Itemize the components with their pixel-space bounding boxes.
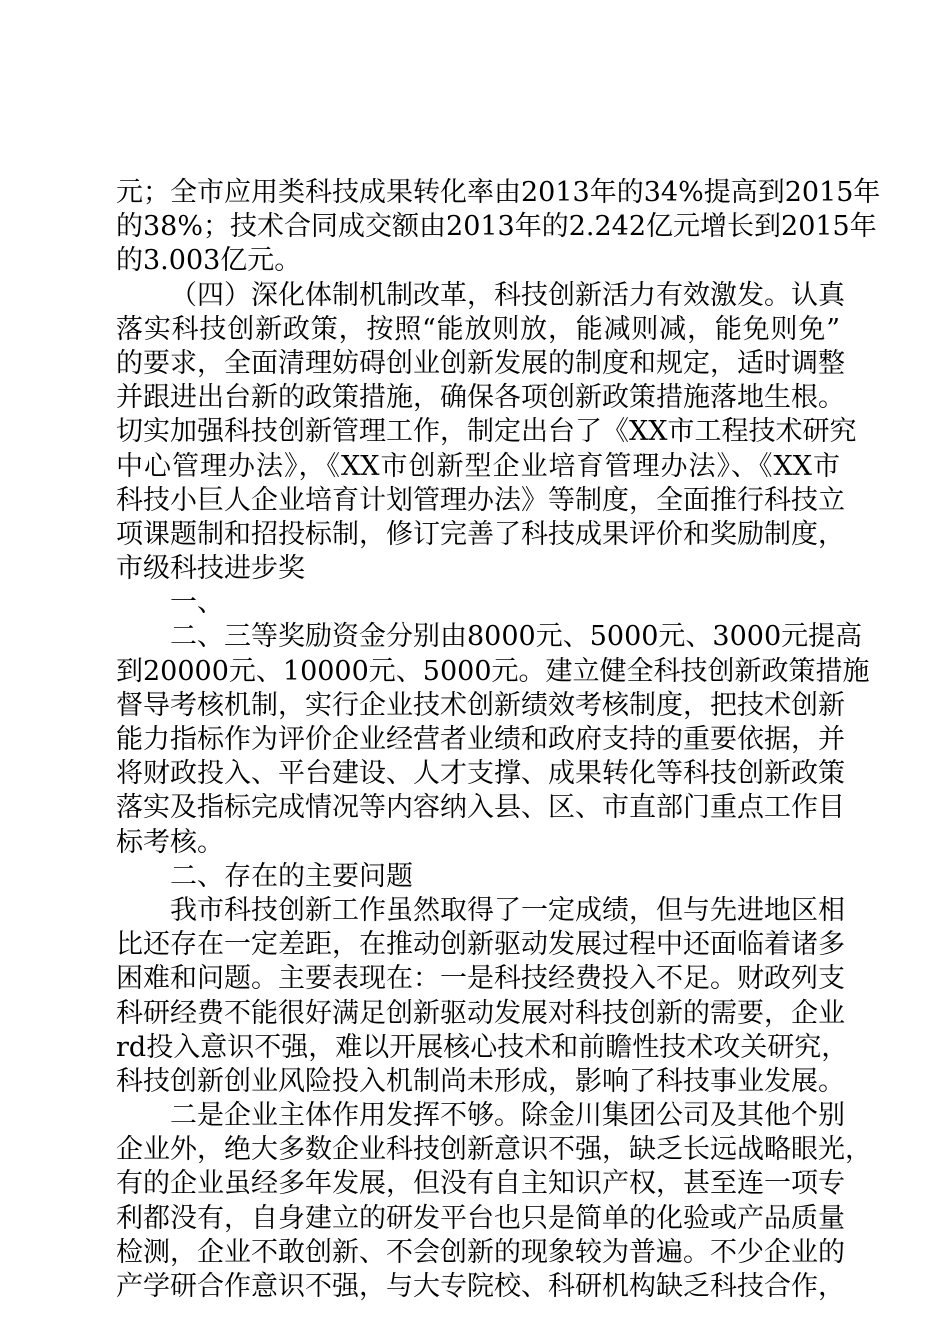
text-line: 项课题制和招投标制，修订完善了科技成果评价和奖励制度， bbox=[116, 518, 845, 550]
text-line: 标考核。 bbox=[116, 826, 224, 858]
text-line: 切实加强科技创新管理工作，制定出台了《XX市工程技术研究 bbox=[116, 416, 857, 448]
text-line: 能力指标作为评价企业经营者业绩和政府支持的重要依据，并 bbox=[116, 724, 845, 755]
text-line: 到20000元、10000元、5000元。建立健全科技创新政策措施 bbox=[116, 655, 870, 687]
text-line: 督导考核机制，实行企业技术创新绩效考核制度，把技术创新 bbox=[116, 689, 845, 721]
text-line: 的要求，全面清理妨碍创业创新发展的制度和规定，适时调整 bbox=[116, 347, 845, 379]
text-line: 科技创新创业风险投入机制尚未形成，影响了科技事业发展。 bbox=[116, 1065, 845, 1097]
document-body bbox=[116, 176, 881, 1304]
text-line: 二、三等奖励资金分别由8000元、5000元、3000元提高 bbox=[170, 621, 863, 653]
text-line: 一、 bbox=[170, 587, 224, 619]
text-line: 我市科技创新工作虽然取得了一定成绩，但与先进地区相 bbox=[170, 894, 845, 926]
text-line: 中心管理办法》，《XX市创新型企业培育管理办法》、《XX市 bbox=[116, 450, 840, 482]
text-line: （四）深化体制机制改革，科技创新活力有效激发。认真 bbox=[170, 279, 845, 311]
text-line: 元；全市应用类科技成果转化率由2013年的34%提高到2015年 bbox=[116, 177, 881, 208]
text-line: 市级科技进步奖 bbox=[116, 553, 305, 585]
text-line: 的38%；技术合同成交额由2013年的2.242亿元增长到2015年 bbox=[116, 211, 877, 243]
text-line: 产学研合作意识不强，与大专院校、科研机构缺乏科技合作， bbox=[116, 1271, 845, 1302]
text-line: 科研经费不能很好满足创新驱动发展对科技创新的需要，企业 bbox=[116, 997, 845, 1029]
text-line: 比还存在一定差距，在推动创新驱动发展过程中还面临着诸多 bbox=[116, 929, 845, 961]
text-line: 利都没有，自身建立的研发平台也只是简单的化验或产品质量 bbox=[116, 1202, 845, 1234]
text-line: 企业外，绝大多数企业科技创新意识不强，缺乏长远战略眼光， bbox=[116, 1134, 872, 1166]
text-line: 二是企业主体作用发挥不够。除金川集团公司及其他个别 bbox=[170, 1100, 845, 1132]
text-line: 将财政投入、平台建设、人才支撑、成果转化等科技创新政策 bbox=[116, 758, 845, 790]
text-line: 有的企业虽经多年发展，但没有自主知识产权，甚至连一项专 bbox=[116, 1168, 845, 1200]
text-line: 并跟进出台新的政策措施，确保各项创新政策措施落地生根。 bbox=[116, 382, 845, 414]
text-line: 落实科技创新政策，按照“能放则放，能减则减，能免则免” bbox=[116, 313, 840, 345]
text-line: 落实及指标完成情况等内容纳入县、区、市直部门重点工作目 bbox=[116, 792, 845, 824]
text-line: 困难和问题。主要表现在：一是科技经费投入不足。财政列支 bbox=[116, 963, 845, 995]
text-line: 检测，企业不敢创新、不会创新的现象较为普遍。不少企业的 bbox=[116, 1236, 845, 1268]
text-line: rd投入意识不强，难以开展核心技术和前瞻性技术攻关研究， bbox=[116, 1031, 849, 1063]
text-line: 二、存在的主要问题 bbox=[170, 860, 413, 892]
text-line: 的3.003亿元。 bbox=[116, 245, 302, 277]
text-line: 科技小巨人企业培育计划管理办法》等制度，全面推行科技立 bbox=[116, 484, 845, 516]
